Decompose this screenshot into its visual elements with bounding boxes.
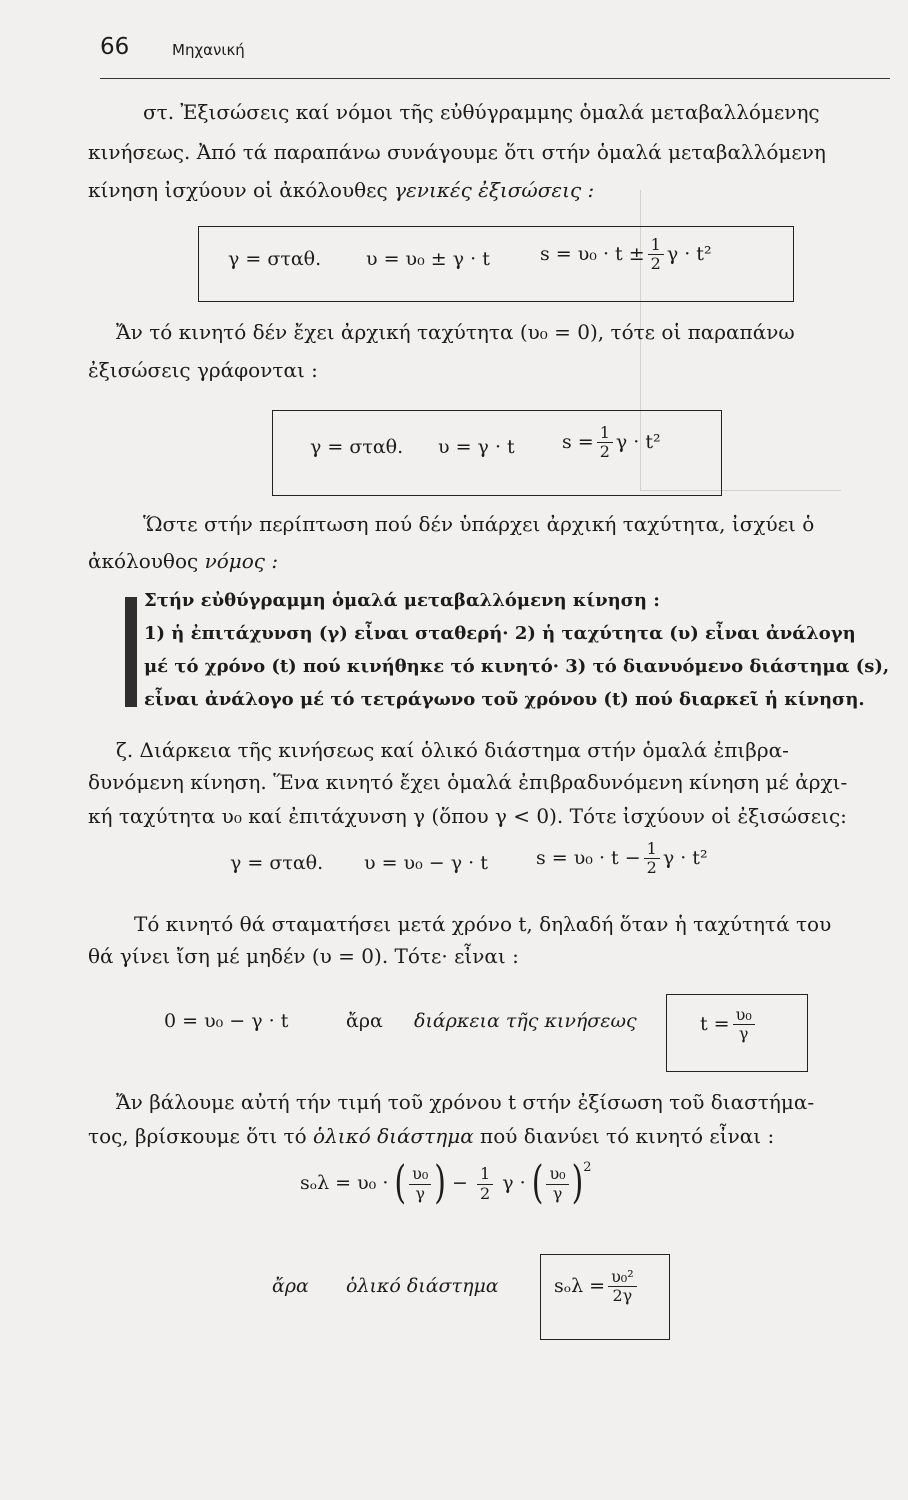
decel-frac-num: 1 [644,840,660,859]
total-lhs: sₒλ = υ₀ · [300,1172,389,1194]
para-law-line2 [88,549,278,573]
box2-frac-den: 2 [599,442,610,462]
duration-result [700,1006,758,1044]
page-number: 66 [100,34,130,60]
para-stop-line2: θά γίνει ἴση μέ μηδέν (υ = 0). Τότε· εἶναι : [88,944,519,968]
section-st-line3 [88,178,594,202]
box1-distance-post: γ · t² [666,242,712,265]
decel-distance-pre: s = υ₀ · t − [536,846,641,869]
duration-frac-den: γ [738,1024,749,1044]
duration-result-pre: t = [700,1012,730,1035]
running-title: Μηχανική [172,41,245,59]
total-frac1 [409,1165,431,1203]
para-total-line2 [88,1124,774,1148]
total-result-den: 2γ [612,1286,633,1306]
total-frac2-num: 1 [477,1165,493,1184]
section-st-line1: στ. Ἐξισώσεις καί νόμοι τῆς εὐθύγραμμης ὁμαλά μεταβαλλόμενης [143,100,820,124]
decel-distance-post: γ · t² [662,846,708,869]
total-frac1-num: υ₀ [409,1165,431,1184]
box2-distance [562,424,661,462]
para-law-line2-plain: ἀκόλουθος [88,549,205,573]
box1-distance [540,236,712,274]
box1-gamma: γ = σταθ. [228,248,322,270]
para-stop-line1: Τό κινητό θά σταματήσει μετά χρόνο t, δηλαδή ὅταν ἡ ταχύτητά του [134,912,832,936]
box2-gamma: γ = σταθ. [310,436,404,458]
law-line1: Στήν εὐθύγραμμη ὁμαλά μεταβαλλόμενη κίνηση : [144,590,660,611]
section-z-line2: δυνόμενη κίνηση. Ἕνα κινητό ἔχει ὁμαλά ἐπιβραδυνόμενη κίνηση μέ ἀρχι- [88,770,848,794]
duration-ara: ἄρα [346,1010,383,1032]
total-frac3-den: γ [552,1183,563,1203]
duration-label-text: διάρκεια τῆς κινήσεως [414,1010,637,1032]
total-label [346,1275,499,1298]
decel-fraction [644,840,660,878]
para-total-line1: Ἄν βάλουμε αὐτή τήν τιμή τοῦ χρόνου t στήν ἐξίσωση τοῦ διαστήμα- [116,1090,815,1114]
duration-label [414,1010,637,1033]
total-result-fraction [608,1268,637,1306]
law-line4: εἶναι ἀνάλογο μέ τό τετράγωνο τοῦ χρόνου (t) πού διαρκεῖ ἡ κίνηση. [144,689,865,710]
total-label-text: ὁλικό διάστημα [346,1275,499,1297]
box2-fraction [597,424,613,462]
left-paren-2: ( [531,1157,544,1210]
box2-velocity: υ = γ · t [438,436,515,458]
total-frac3 [546,1165,568,1203]
section-z-line3: κή ταχύτητα υ₀ καί ἐπιτάχυνση γ (ὅπου γ < 0). Τότε ἰσχύουν οἱ ἐξισώσεις: [88,804,847,828]
total-result [554,1268,640,1306]
header-rule [100,78,890,79]
box1-distance-pre: s = υ₀ · t ± [540,242,645,265]
duration-fraction [733,1006,755,1044]
total-minus: − [452,1172,468,1194]
para-total-line2-italic: ὁλικό διάστημα [313,1124,474,1148]
right-paren: ) [434,1157,446,1210]
law-line3: μέ τό χρόνο (t) πού κινήθηκε τό κινητό· 3) τό διανυόμενο διάστημα (s), [144,656,890,677]
left-paren: ( [394,1157,407,1210]
total-frac1-den: γ [415,1183,425,1203]
total-frac2 [477,1165,493,1203]
decel-distance [536,840,708,878]
section-z-line1: ζ. Διάρκεια τῆς κινήσεως καί ὁλικό διάστημα στήν ὁμαλά ἐπιβρα- [116,738,789,762]
right-paren-2: ) [571,1157,584,1210]
box2-distance-post: γ · t² [615,430,661,453]
total-frac2-den: 2 [480,1183,491,1203]
section-st-line3-plain: κίνηση ἰσχύουν οἱ ἀκόλουθες [88,178,395,202]
box1-velocity: υ = υ₀ ± γ · t [366,248,490,270]
para-total-line2-plain: τος, βρίσκουμε ὅτι τό [88,1124,314,1148]
box2-frac-num: 1 [597,424,613,443]
decel-gamma: γ = σταθ. [230,852,324,874]
total-ara: ἄρα [272,1275,309,1297]
total-result-num: υ₀² [608,1268,637,1287]
total-exponent: 2 [583,1160,592,1175]
para-no-initial-line1: Ἄν τό κινητό δέν ἔχει ἀρχική ταχύτητα (υ₀ = 0), τότε οἱ παραπάνω [116,320,795,344]
box1-frac-den: 2 [650,254,661,274]
box1-frac-num: 1 [648,236,664,255]
page-header [100,34,890,82]
box1-fraction [648,236,664,274]
total-distance-equation [300,1157,592,1210]
section-st-line3-italic: γενικές ἐξισώσεις : [394,178,595,202]
total-frac3-num: υ₀ [546,1165,568,1184]
duration-frac-num: υ₀ [733,1006,755,1025]
law-margin-bar [125,597,137,707]
box2-distance-pre: s = [562,430,594,453]
para-no-initial-line2: ἐξισώσεις γράφονται : [88,358,318,382]
decel-velocity: υ = υ₀ − γ · t [364,852,488,874]
decel-frac-den: 2 [646,858,657,878]
section-st-line2: κινήσεως. Ἀπό τά παραπάνω συνάγουμε ὅτι στήν ὁμαλά μεταβαλλόμενη [88,140,826,164]
duration-equation: 0 = υ₀ − γ · t [164,1010,289,1032]
para-law-line1: Ὥστε στήν περίπτωση πού δέν ὑπάρχει ἀρχική ταχύτητα, ἰσχύει ὁ [143,512,815,536]
total-result-pre: sₒλ = [554,1274,606,1297]
para-total-line2-end: πού διανύει τό κινητό εἶναι : [473,1124,775,1148]
para-law-line2-italic: νόμος : [204,549,279,573]
total-mid: γ · [502,1172,526,1194]
law-line2: 1) ἡ ἐπιτάχυνση (γ) εἶναι σταθερή· 2) ἡ ταχύτητα (υ) εἶναι ἀνάλογη [144,623,856,644]
